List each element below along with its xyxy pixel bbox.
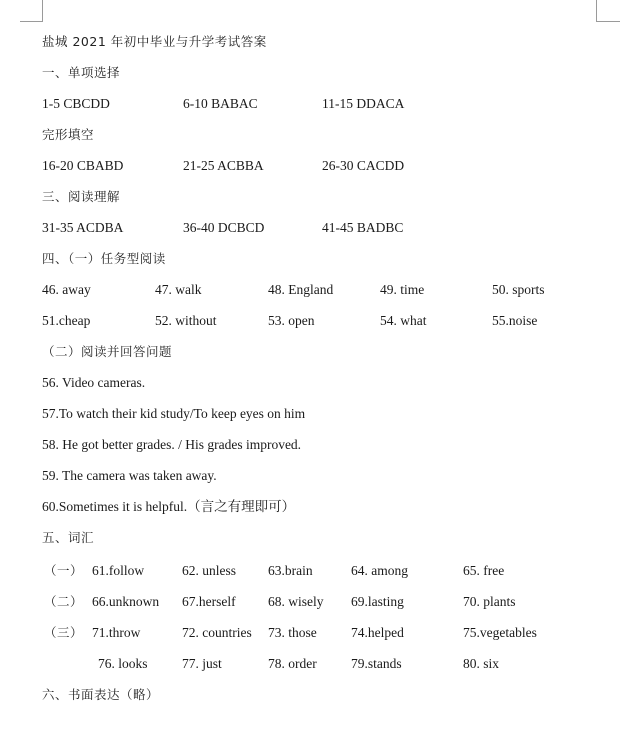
crop-mark-right-horizontal: [596, 21, 620, 22]
vocab-group-label: （一）: [44, 563, 84, 578]
answer-group: 1-5 CBCDD: [42, 96, 110, 111]
answer-item: 51.cheap: [42, 313, 91, 328]
vocab-item: 67.herself: [182, 594, 236, 609]
qa-answer: 57.To watch their kid study/To keep eyes on him: [42, 406, 306, 421]
answer-group: 41-45 BADBC: [322, 220, 404, 235]
vocab-item: 77. just: [182, 656, 222, 671]
vocab-item: 69.lasting: [351, 594, 404, 609]
qa-answer: 59. The camera was taken away.: [42, 468, 217, 483]
answer-group: 16-20 CBABD: [42, 158, 124, 173]
vocab-item: 62. unless: [182, 563, 236, 578]
crop-mark-left-vertical: [42, 0, 43, 22]
qa-answer: 60.Sometimes it is helpful.（言之有理即可）: [42, 499, 296, 514]
answer-group: 11-15 DDACA: [322, 96, 405, 111]
vocab-item: 78. order: [268, 656, 317, 671]
answer-group: 26-30 CACDD: [322, 158, 405, 173]
vocab-item: 65. free: [463, 563, 505, 578]
vocab-item: 64. among: [351, 563, 408, 578]
answer-item: 46. away: [42, 282, 91, 297]
answer-group: 31-35 ACDBA: [42, 220, 124, 235]
vocab-item: 70. plants: [463, 594, 516, 609]
answer-group: 21-25 ACBBA: [183, 158, 264, 173]
section-heading-writing: 六、书面表达（略）: [42, 687, 160, 702]
vocab-item: 72. countries: [182, 625, 252, 640]
answer-group: 36-40 DCBCD: [183, 220, 265, 235]
answer-group: 6-10 BABAC: [183, 96, 258, 111]
answer-item: 47. walk: [155, 282, 202, 297]
vocab-group-label: （二）: [44, 594, 84, 609]
vocab-item: 66.unknown: [92, 594, 160, 609]
answer-item: 49. time: [380, 282, 425, 297]
section-heading-task-reading: 四、（一）任务型阅读: [42, 251, 166, 266]
qa-answer: 56. Video cameras.: [42, 375, 146, 390]
answer-item: 48. England: [268, 282, 334, 297]
vocab-item: 61.follow: [92, 563, 145, 578]
vocab-item: 68. wisely: [268, 594, 324, 609]
vocab-item: 75.vegetables: [463, 625, 537, 640]
answer-item: 55.noise: [492, 313, 538, 328]
section-heading-reading: 三、阅读理解: [42, 189, 121, 204]
answer-item: 52. without: [155, 313, 217, 328]
crop-mark-left-horizontal: [20, 21, 43, 22]
crop-mark-right-vertical: [596, 0, 597, 22]
qa-answer: 58. He got better grades. / His grades improved.: [42, 437, 302, 452]
vocab-group-label: （三）: [44, 625, 84, 640]
section-heading-single-choice: 一、单项选择: [42, 65, 121, 80]
vocab-item: 71.throw: [92, 625, 141, 640]
section-heading-cloze: 完形填空: [42, 127, 95, 142]
sub-heading-read-and-answer: （二）阅读并回答问题: [42, 344, 173, 359]
vocab-item: 79.stands: [351, 656, 402, 671]
answer-item: 53. open: [268, 313, 315, 328]
answer-item: 54. what: [380, 313, 427, 328]
page-title: 盐城 2021 年初中毕业与升学考试答案: [42, 34, 267, 49]
vocab-item: 63.brain: [268, 563, 313, 578]
vocab-item: 73. those: [268, 625, 317, 640]
vocab-item: 76. looks: [98, 656, 148, 671]
answer-item: 50. sports: [492, 282, 545, 297]
vocab-item: 74.helped: [351, 625, 404, 640]
section-heading-vocabulary: 五、词汇: [42, 530, 95, 545]
vocab-item: 80. six: [463, 656, 500, 671]
